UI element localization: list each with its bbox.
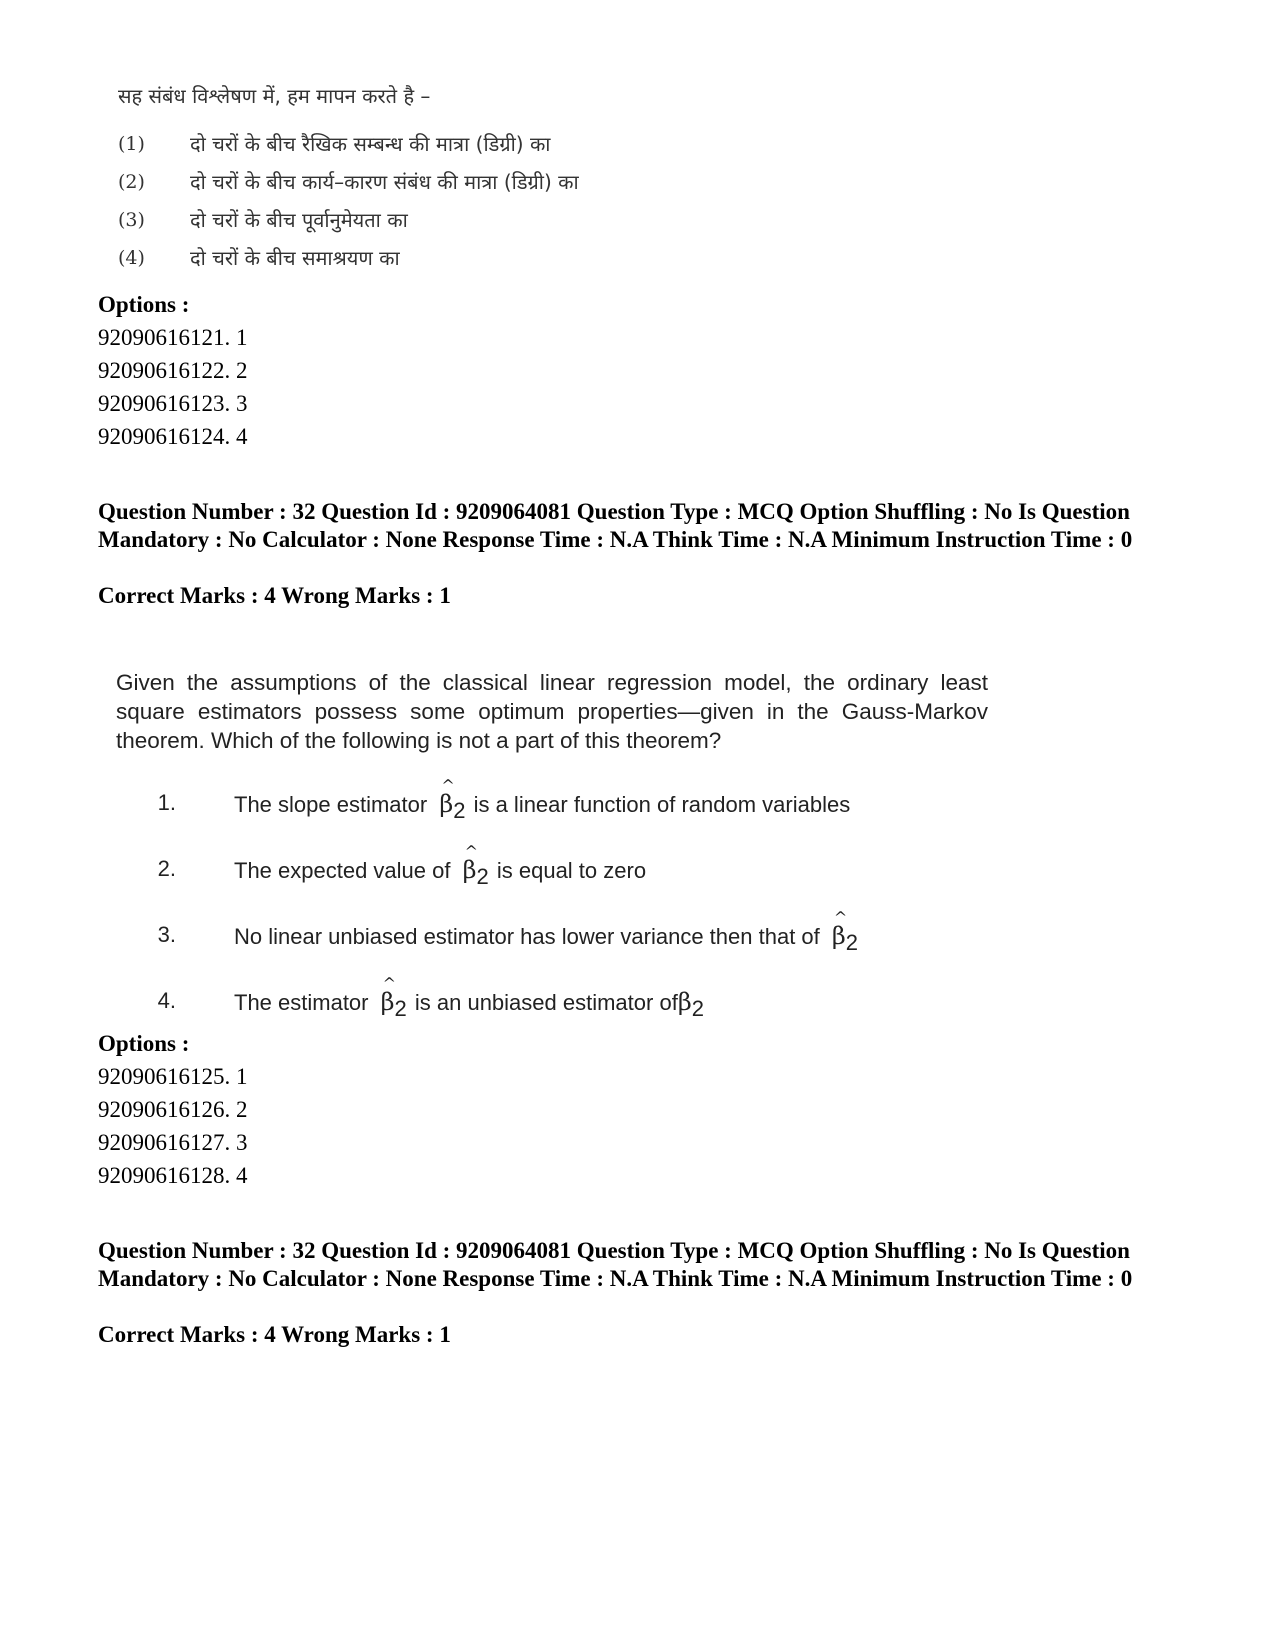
beta-letter: β <box>439 790 454 818</box>
question-meta: Question Number : 32 Question Id : 9209064081 Question Type : MCQ Option Shuffling : No Is Question Mandatory : No Calculator : None Response Time : N.A Think Time : N.A Minimum Instruction Time : 0 <box>98 1238 1133 1291</box>
option-line: 92090616122. 2 <box>98 358 248 383</box>
options-label: Options : <box>98 1031 190 1056</box>
question-stem: सह संबंध विश्लेषण में, हम मापन करते है – <box>118 84 431 108</box>
beta-symbol <box>678 988 704 1022</box>
beta-subscript: 2 <box>394 996 407 1021</box>
question-choice <box>110 206 670 244</box>
question-choice <box>116 974 706 1022</box>
option-line: 92090616123. 3 <box>98 391 248 416</box>
choice-text: दो चरों के बीच रैखिक सम्बन्ध की मात्रा (डिग्री) का <box>190 132 551 156</box>
question-marks: Correct Marks : 4 Wrong Marks : 1 <box>98 583 451 608</box>
hat-mark: ^ <box>441 776 455 795</box>
beta-subscript: 2 <box>453 798 466 823</box>
choice-text-post: is equal to zero <box>496 858 647 883</box>
question-stem: Given the assumptions of the classical linear regression model, the ordinary least square estimators possess some optimum properties—given in the Gauss-Markov theorem. Which of the following is not a part of this theorem? <box>116 670 988 753</box>
choice-text: दो चरों के बीच कार्य–कारण संबंध की मात्रा (डिग्री) का <box>190 170 579 194</box>
option-line: 92090616124. 4 <box>98 424 248 449</box>
choice-number: 3. <box>157 922 176 947</box>
choice-text <box>234 974 706 1022</box>
option-line: 92090616128. 4 <box>98 1163 248 1188</box>
choice-text-post: is an unbiased estimator of <box>414 990 678 1015</box>
choice-text-pre: No linear unbiased estimator has lower variance then that of <box>234 924 820 949</box>
choice-text-pre: The slope estimator <box>234 792 428 817</box>
question-meta: Question Number : 32 Question Id : 9209064081 Question Type : MCQ Option Shuffling : No Is Question Mandatory : No Calculator : None Response Time : N.A Think Time : N.A Minimum Instruction Time : 0 <box>98 499 1133 552</box>
question-choice <box>110 244 670 282</box>
choice-text: दो चरों के बीच पूर्वानुमेयता का <box>190 208 408 232</box>
choice-text <box>234 908 860 956</box>
options-label: Options : <box>98 292 190 317</box>
option-line: 92090616126. 2 <box>98 1097 248 1122</box>
hat-mark: ^ <box>833 908 848 927</box>
hat-mark: ^ <box>464 842 479 861</box>
choice-number: (3) <box>118 209 145 231</box>
choice-number: 1. <box>157 790 176 815</box>
choice-text <box>234 842 647 890</box>
beta-letter: β <box>380 988 395 1016</box>
beta-hat-symbol <box>439 776 466 824</box>
question-choice <box>110 130 670 168</box>
choice-text-pre: The estimator <box>234 990 369 1015</box>
choice-number: 2. <box>157 856 176 881</box>
choice-number: (4) <box>118 247 145 269</box>
choice-text: दो चरों के बीच समाश्रयण का <box>190 246 400 270</box>
english-question-image <box>116 668 996 1021</box>
choice-text-post: is a linear function of random variables <box>473 792 851 817</box>
beta-letter: β <box>831 922 846 950</box>
beta-subscript: 2 <box>476 864 489 889</box>
question-choice <box>116 908 860 956</box>
beta-letter: β <box>677 988 692 1016</box>
beta-hat-symbol <box>831 908 859 956</box>
choice-text-pre: The expected value of <box>234 858 451 883</box>
question-choice <box>116 776 851 824</box>
choice-number: 4. <box>157 988 176 1013</box>
beta-hat-symbol <box>380 974 407 1022</box>
option-line: 92090616121. 1 <box>98 325 248 350</box>
beta-subscript: 2 <box>691 996 704 1021</box>
choice-number: (1) <box>118 133 145 155</box>
choice-number: (2) <box>118 171 145 193</box>
hindi-question-image <box>110 82 670 282</box>
choice-text <box>234 776 851 824</box>
option-line: 92090616127. 3 <box>98 1130 248 1155</box>
question-marks: Correct Marks : 4 Wrong Marks : 1 <box>98 1322 451 1347</box>
beta-letter: β <box>462 856 477 884</box>
question-choice <box>116 842 647 890</box>
question-choice <box>110 168 670 206</box>
beta-subscript: 2 <box>845 930 859 955</box>
hat-mark: ^ <box>382 974 397 993</box>
option-line: 92090616125. 1 <box>98 1064 248 1089</box>
beta-hat-symbol <box>462 842 489 890</box>
